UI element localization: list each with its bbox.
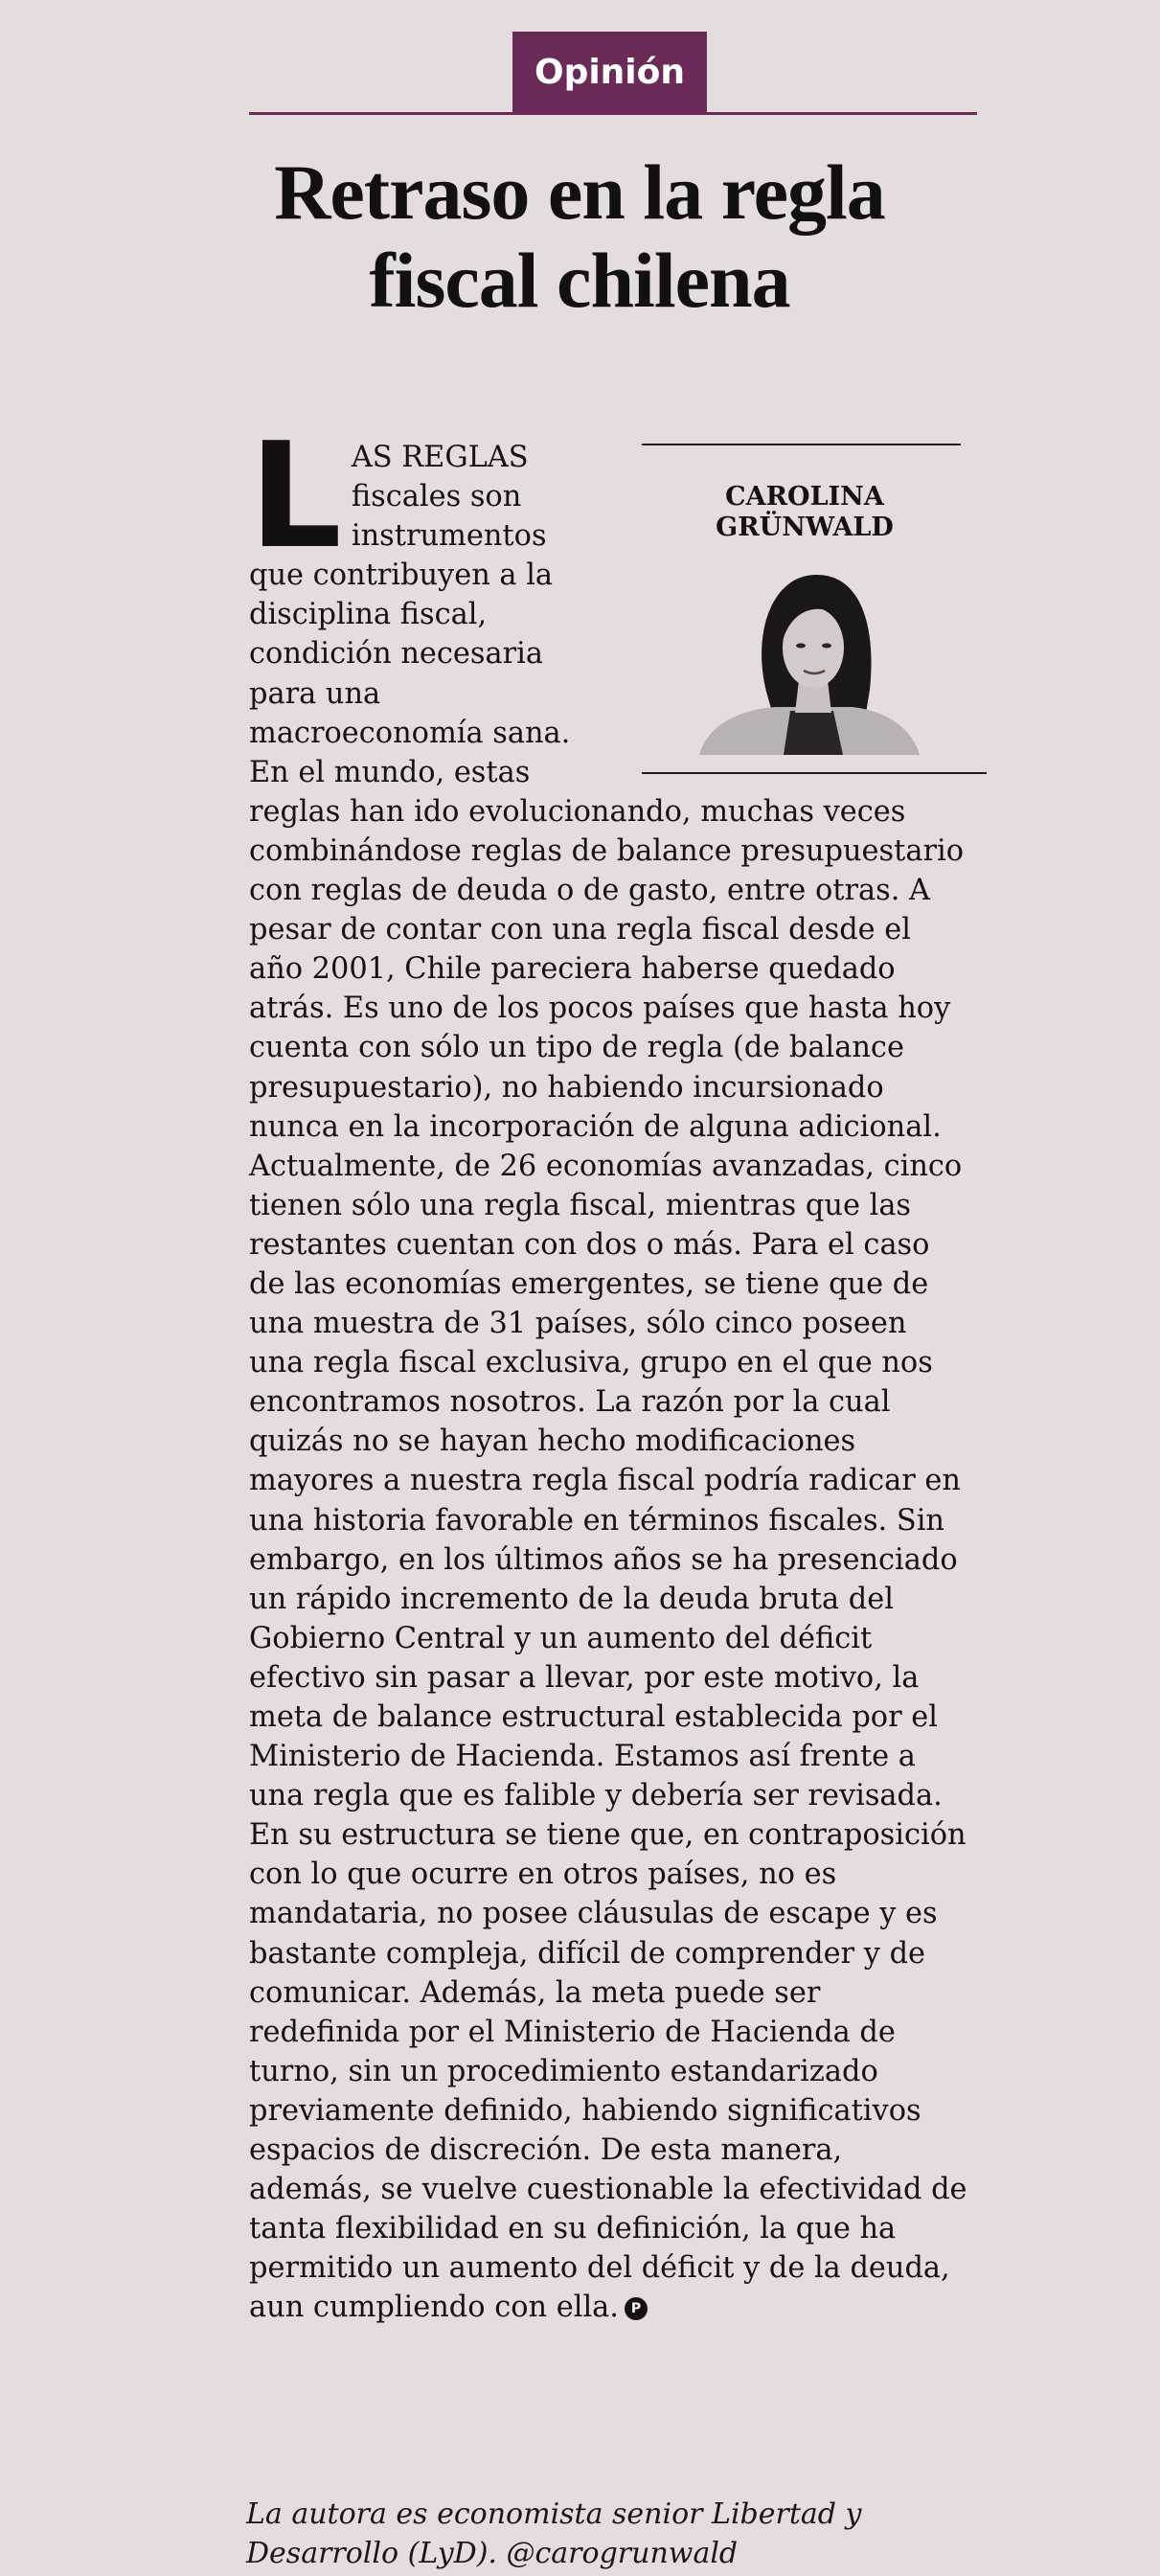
author-divider-bottom [642,772,987,774]
end-mark-icon: P [625,2297,648,2320]
author-name [642,482,967,543]
drop-cap: L [249,411,342,581]
article-body [249,411,967,2328]
author-divider-top [642,444,961,445]
author-footnote: La autora es economista senior Libertad y Desarrollo (LyD). @carogrunwald [246,2497,862,2570]
author-first-name: CAROLINA [725,482,884,512]
author-box [623,438,967,780]
article-headline: Retraso en la regla fiscal chilena [274,148,885,324]
author-last-name: GRÜNWALD [716,513,894,542]
article-body-text: AS REGLAS fiscales son instrumentos que contribuyen a la disciplina fiscal, condición necesaria para una macroeconomía sana. En el mundo, estas reglas han ido evolucionando, muchas veces combinándose reglas de balance presupuestario con reglas de deuda o de gasto, entre otras. A pesar de contar con una regla fiscal desde el año 2001, Chile pareciera haberse quedado atrás. Es uno de los pocos países que hasta hoy cuenta con sólo un tipo de regla (de balance presupuestario), no habiendo incursionado nunca en la incorporación de alguna adicional. Actualmente, de 26 economías avanzadas, cinco tienen sólo una regla fiscal, mientras que las restantes cuentan con dos o más. Para el caso de las economías emergentes, se tiene que de una muestra de 31 países, sólo cinco poseen una regla fiscal exclusiva, grupo en el que nos encontramos nosotros. La razón por la cual quizás no se hayan hecho modificaciones mayores a nuestra regla fiscal podría radicar en una historia favorable en términos fiscales. Sin embargo, en los últimos años se ha presenciado un rápido incremento de la deuda bruta del Gobierno Central y un aumento del déficit efectivo sin pasar a llevar, por este motivo, la meta de balance estructural establecida por el Ministerio de Hacienda. Estamos así frente a una regla que es falible y debería ser revisada. En su estructura se tiene que, en contraposición con lo que ocurre en otros países, no es mandataria, no posee cláusulas de escape y es bastante compleja, difícil de comprender y de comunicar. Además, la meta puede ser redefinida por el Ministerio de Hacienda de turno, sin un procedimiento estandarizado previamente definido, habiendo significativos espacios de discreción. De esta manera, además, se vuelve cuestionable la efectividad de tanta flexibilidad en su definición, la que ha permitido un aumento del déficit y de la deuda, aun cumpliendo con ella. [249,441,967,2325]
section-rule [249,112,977,115]
author-portrait [699,567,920,757]
section-tag: Opinión [512,32,707,112]
